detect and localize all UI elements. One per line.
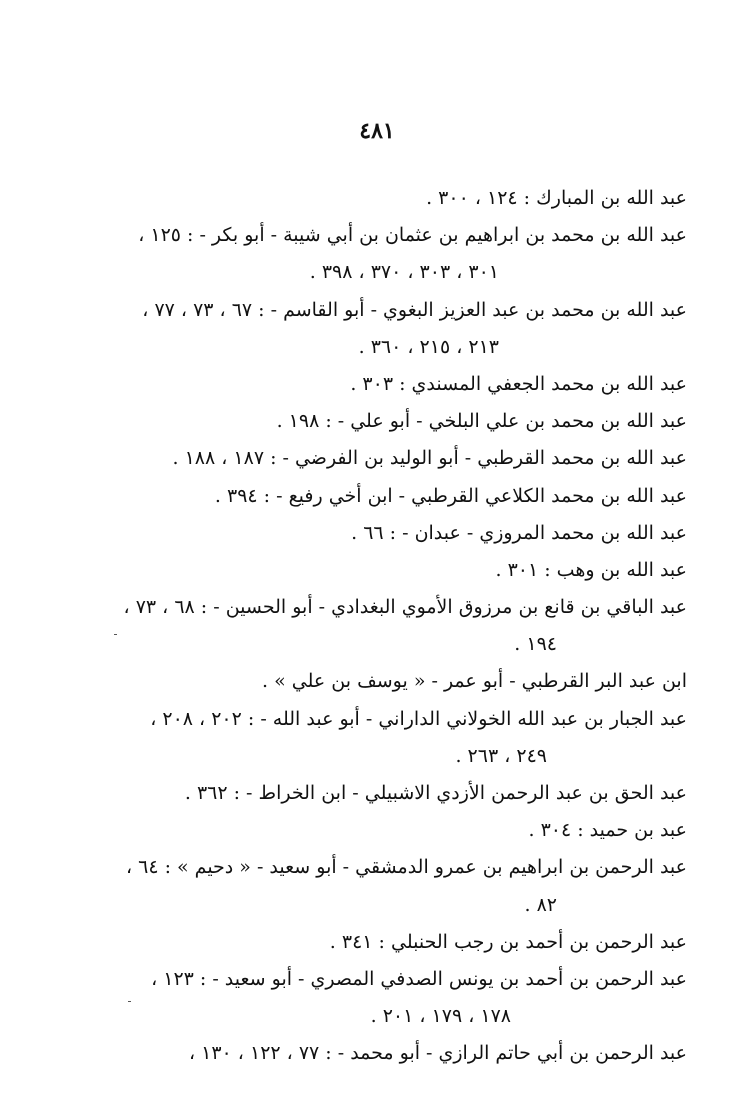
index-line: عبد الرحمن بن أحمد بن رجب الحنبلي : ٣٤١ . bbox=[329, 930, 687, 953]
page-number: ٤٨١ bbox=[359, 118, 395, 144]
scan-speck bbox=[114, 634, 117, 635]
index-line: عبد الحق بن عبد الرحمن الأزدي الاشبيلي - ابن الخراط - : ٣٦٢ . bbox=[184, 782, 687, 804]
index-line: ابن عبد البر القرطبي - أبو عمر - « يوسف بن علي » . bbox=[262, 670, 687, 693]
index-line: عبد الجبار بن عبد الله الخولاني الداراني - أبو عبد الله - : ٢٠٢ ، ٢٠٨ ، bbox=[150, 707, 687, 730]
index-entries bbox=[87, 180, 687, 1073]
index-line: عبد الباقي بن قانع بن مرزوق الأموي البغدادي - أبو الحسين - : ٦٨ ، ٧٣ ، bbox=[123, 596, 687, 619]
index-line: عبد بن حميد : ٣٠٤ . bbox=[528, 819, 687, 842]
index-line-continuation: ٨٢ . bbox=[524, 893, 557, 916]
index-line-continuation: ٣٠١ ، ٣٠٣ ، ٣٧٠ ، ٣٩٨ . bbox=[309, 261, 499, 284]
index-line: عبد الرحمن بن ابراهيم بن عمرو الدمشقي - أبو سعيد - « دحيم » : ٦٤ ، bbox=[125, 856, 687, 879]
index-line: عبد الله بن محمد بن علي البلخي - أبو علي - : ١٩٨ . bbox=[276, 410, 687, 433]
index-line: عبد الله بن المبارك : ١٢٤ ، ٣٠٠ . bbox=[426, 187, 687, 209]
index-line-continuation: ١٧٨ ، ١٧٩ ، ٢٠١ . bbox=[370, 1005, 511, 1028]
index-line: عبد الله بن محمد بن عبد العزيز البغوي - أبو القاسم - : ٦٧ ، ٧٣ ، ٧٧ ، bbox=[142, 298, 687, 321]
index-line: عبد الله بن محمد الكلاعي القرطبي - ابن أخي رفيع - : ٣٩٤ . bbox=[214, 484, 687, 507]
index-line: عبد الله بن محمد الجعفي المسندي : ٣٠٣ . bbox=[350, 372, 687, 395]
index-line: عبد الله بن محمد المروزي - عبدان - : ٦٦ . bbox=[351, 521, 687, 544]
index-line: عبد الرحمن بن أحمد بن يونس الصدفي المصري - أبو سعيد - : ١٢٣ ، bbox=[151, 967, 687, 990]
index-line: عبد الله بن محمد القرطبي - أبو الوليد بن الفرضي - : ١٨٧ ، ١٨٨ . bbox=[172, 447, 687, 470]
index-line-continuation: ٢١٣ ، ٢١٥ ، ٣٦٠ . bbox=[358, 335, 499, 358]
index-line-continuation: ١٩٤ . bbox=[514, 633, 557, 656]
index-line-continuation: ٢٤٩ ، ٢٦٣ . bbox=[455, 744, 547, 767]
index-line: عبد الله بن وهب : ٣٠١ . bbox=[495, 558, 687, 581]
scan-speck bbox=[128, 1001, 131, 1002]
index-line: عبد الله بن محمد بن ابراهيم بن عثمان بن أبي شيبة - أبو بكر - : ١٢٥ ، bbox=[138, 224, 687, 247]
index-line: عبد الرحمن بن أبي حاتم الرازي - أبو محمد - : ٧٧ ، ١٢٢ ، ١٣٠ ، bbox=[188, 1042, 687, 1065]
